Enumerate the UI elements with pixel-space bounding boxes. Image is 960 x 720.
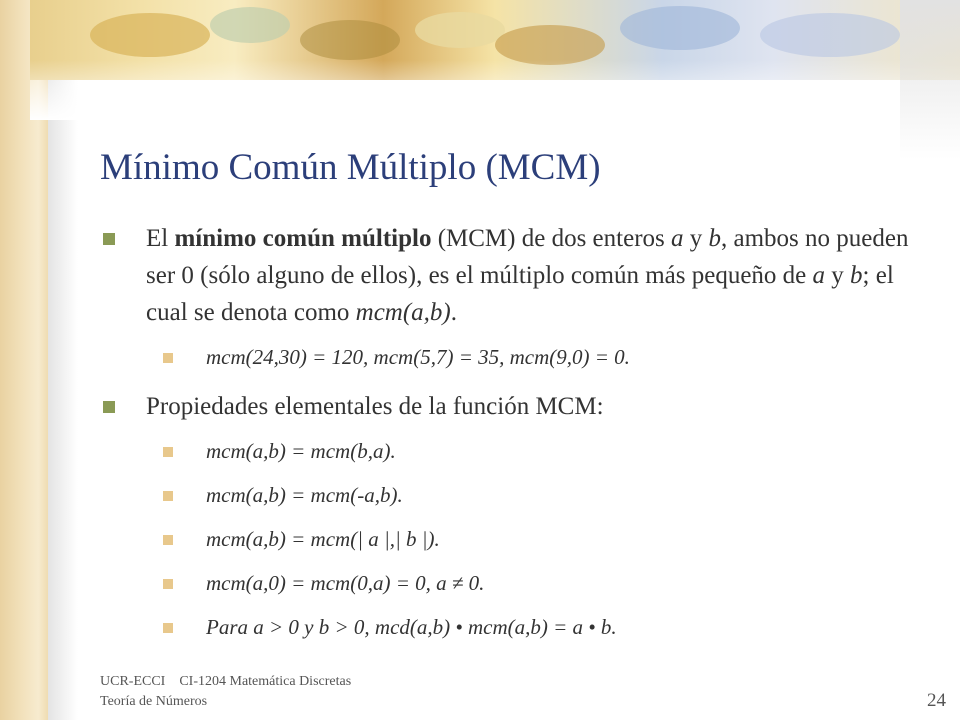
def-text-post2: ; el cual se denota como (146, 262, 894, 326)
banner-fade (30, 60, 960, 120)
def-var-b: b (708, 225, 722, 252)
property-item (100, 571, 920, 596)
bullet-square-icon (103, 401, 115, 413)
def-var-b2: b (850, 262, 863, 289)
property-text: Para a > 0 y b > 0, mcd(a,b) • mcm(a,b) = a • b. (206, 615, 617, 639)
sub-bullet-square-icon (163, 535, 173, 545)
bullet-properties (100, 388, 920, 425)
slide-content (100, 220, 920, 640)
bullet-definition (100, 220, 920, 331)
property-text: mcm(a,b) = mcm(b,a). (206, 439, 396, 463)
property-item (100, 527, 920, 552)
def-var-a: a (671, 225, 684, 252)
property-text: mcm(a,b) = mcm(| a |,| b |). (206, 527, 440, 551)
def-text-y: y (683, 225, 709, 252)
def-term: mínimo común múltiplo (174, 225, 432, 252)
property-item (100, 615, 920, 640)
footer-course-info (100, 672, 351, 712)
def-notation: mcm(a,b) (355, 299, 451, 326)
def-var-a2: a (812, 262, 826, 289)
sub-bullet-square-icon (163, 491, 173, 501)
property-text: mcm(a,0) = mcm(0,a) = 0, a ≠ 0. (206, 571, 485, 595)
sub-bullet-square-icon (163, 623, 173, 633)
slide-title: Mínimo Común Múltiplo (MCM) (100, 147, 601, 188)
def-text-y2: y (825, 262, 851, 289)
footer-line-2: Teoría de Números (100, 694, 208, 709)
def-text-mid: (MCM) de dos enteros (431, 225, 672, 252)
sub-bullet-square-icon (163, 447, 173, 457)
properties-heading: Propiedades elementales de la función MCM: (146, 393, 604, 420)
property-item (100, 439, 920, 464)
examples-text: mcm(24,30) = 120, mcm(5,7) = 35, mcm(9,0) = 0. (206, 345, 630, 369)
right-shade (900, 0, 960, 160)
footer-line-1: UCR-ECCI CI-1204 Matemática Discretas (100, 674, 352, 689)
sub-bullet-square-icon (163, 353, 173, 363)
def-text-pre: El (146, 225, 175, 252)
page-number: 24 (927, 690, 946, 711)
property-item (100, 483, 920, 508)
sub-bullet-square-icon (163, 579, 173, 589)
property-text: mcm(a,b) = mcm(-a,b). (206, 483, 403, 507)
top-banner-image (30, 0, 960, 120)
def-text-end: . (450, 299, 458, 326)
sub-bullet-examples (100, 345, 920, 370)
bullet-square-icon (103, 233, 115, 245)
def-text-post: , ambos no pueden ser 0 (sólo alguno de ellos), es el múltiplo común más pequeño de (146, 225, 909, 289)
